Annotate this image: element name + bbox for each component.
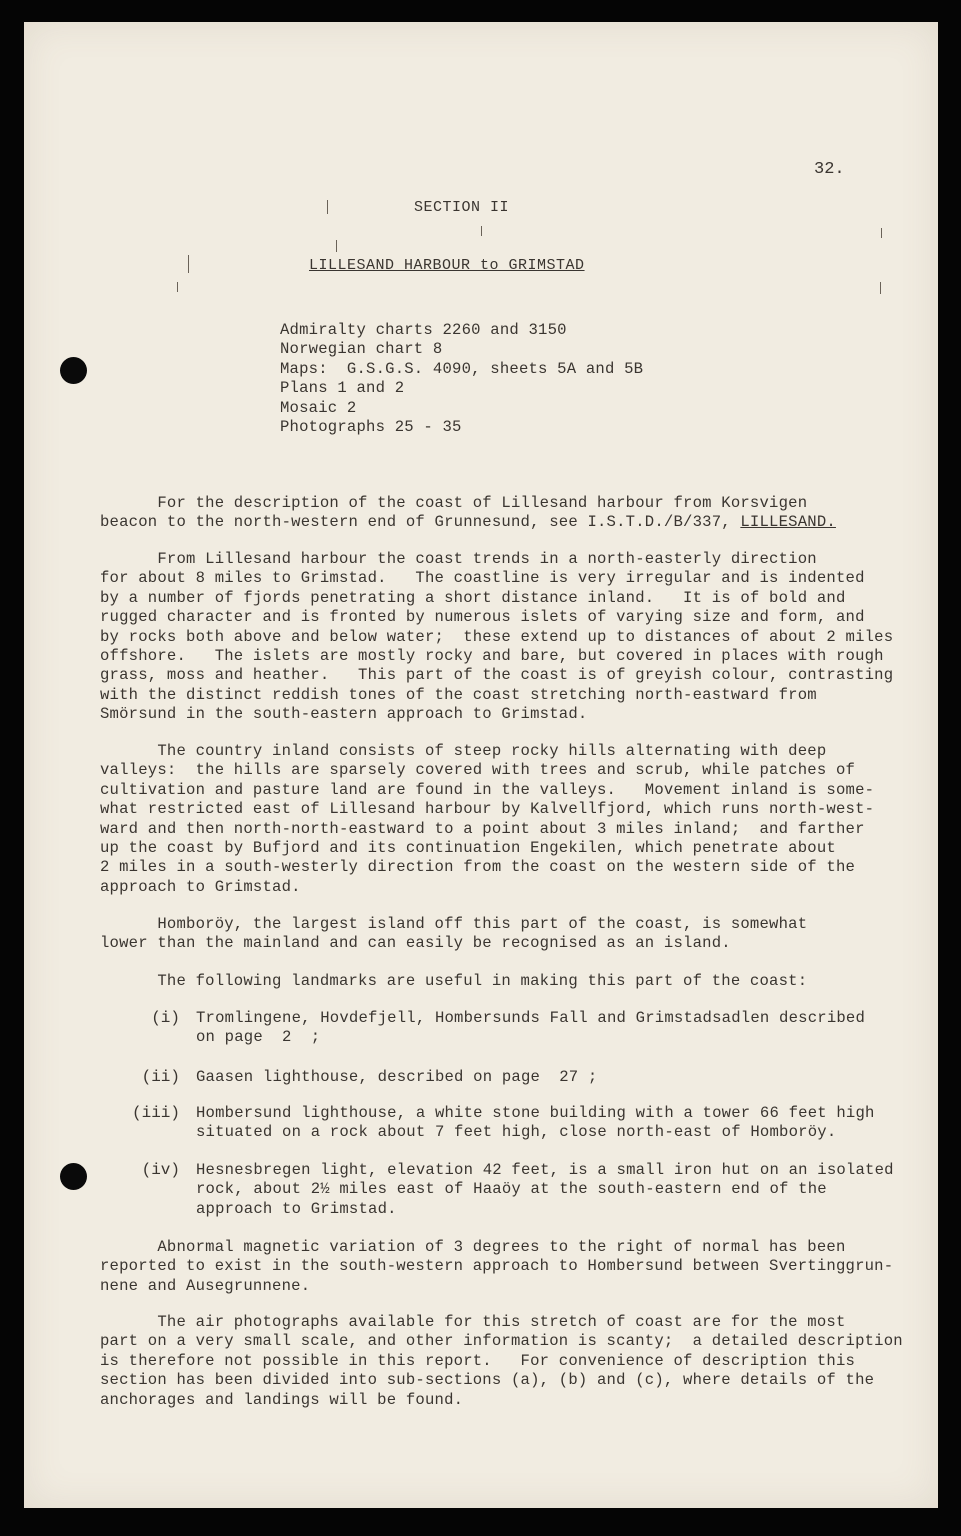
text-line: rock, about 2½ miles east of Haaöy at the south-eastern end of the xyxy=(196,1180,827,1199)
landmark-number: (iv) xyxy=(141,1161,180,1179)
text-line: Abnormal magnetic variation of 3 degrees to the right of normal has been xyxy=(100,1238,846,1256)
landmark-number: (iii) xyxy=(131,1104,180,1122)
paragraph-6 xyxy=(100,1238,910,1296)
text-line: on page 2 ; xyxy=(196,1028,321,1047)
text-line: lower than the mainland and can easily be recognised as an island. xyxy=(100,934,731,953)
section-heading: SECTION II xyxy=(414,199,510,216)
text-line: Hombersund lighthouse, a white stone building with a tower 66 feet high xyxy=(196,1104,875,1122)
text-line: anchorages and landings will be found. xyxy=(100,1390,464,1409)
text-line: From Lillesand harbour the coast trends in a north-easterly direction xyxy=(100,550,817,568)
text-line: what restricted east of Lillesand harbour by Kalvellfjord, which runs north-west- xyxy=(100,800,875,819)
text-line xyxy=(100,513,910,532)
paragraph-4 xyxy=(100,915,910,954)
text-line: The country inland consists of steep rocky hills alternating with deep xyxy=(100,742,827,760)
text-line: 2 miles in a south-westerly direction from the coast on the western side of the xyxy=(100,858,856,877)
text-line: rugged character and is fronted by numerous islets of varying size and form, and xyxy=(100,608,865,627)
text-line: reported to exist in the south-western approach to Hombersund between Svertinggrun- xyxy=(100,1257,894,1276)
text-line: by rocks both above and below water; these extend up to distances of about 2 miles xyxy=(100,627,894,646)
chart-references xyxy=(280,321,643,437)
reference-line: Plans 1 and 2 xyxy=(280,379,405,398)
text-line: up the coast by Bufjord and its continuation Engekilen, which penetrate about xyxy=(100,839,836,858)
stray-mark xyxy=(481,226,482,236)
reference-line: Photographs 25 - 35 xyxy=(280,418,462,437)
stray-mark xyxy=(881,228,882,238)
paragraph-1 xyxy=(100,494,910,533)
punch-hole-top xyxy=(60,357,87,384)
text-line: Hesnesbregen light, elevation 42 feet, is a small iron hut on an isolated xyxy=(196,1161,894,1179)
text-line: approach to Grimstad. xyxy=(196,1199,397,1218)
reference-line: Norwegian chart 8 xyxy=(280,340,443,359)
text-line: situated on a rock about 7 feet high, close north-east of Homboröy. xyxy=(196,1123,837,1142)
landmark-number: (i) xyxy=(151,1009,180,1027)
text-line: part on a very small scale, and other information is scanty; a detailed description xyxy=(100,1332,903,1351)
paragraph-7 xyxy=(100,1313,910,1410)
section-subtitle: LILLESAND HARBOUR to GRIMSTAD xyxy=(309,257,585,274)
stray-mark xyxy=(880,282,881,294)
text-line: with the distinct reddish tones of the coast stretching north-eastward from xyxy=(100,685,817,704)
reference-line: Mosaic 2 xyxy=(280,398,357,417)
text-line-body: beacon to the north-western end of Grunnesund, see I.S.T.D./B/337, xyxy=(100,513,741,532)
page-number: 32. xyxy=(814,160,845,179)
stray-mark xyxy=(327,200,328,214)
paragraph-2 xyxy=(100,550,910,725)
reference-line: Maps: G.S.G.S. 4090, sheets 5A and 5B xyxy=(280,359,644,378)
text-line: valleys: the hills are sparsely covered with trees and scrub, while patches of xyxy=(100,761,856,780)
text-line: ward and then north-north-eastward to a point about 3 miles inland; and farther xyxy=(100,819,865,838)
text-line: is therefore not possible in this report. For convenience of description this xyxy=(100,1351,856,1370)
punch-hole-bottom xyxy=(60,1163,87,1190)
paragraph-5 xyxy=(100,972,910,991)
text-line: cultivation and pasture land are found in the valleys. Movement inland is some- xyxy=(100,780,875,799)
paragraph-3 xyxy=(100,742,910,897)
landmark-number: (ii) xyxy=(141,1068,180,1086)
text-line: Tromlingene, Hovdefjell, Hombersunds Fall and Grimstadsadlen described xyxy=(196,1009,866,1027)
text-line: The following landmarks are useful in making this part of the coast: xyxy=(100,972,808,990)
text-line: offshore. The islets are mostly rocky and bare, but covered in places with rough xyxy=(100,647,884,666)
text-line: nene and Ausegrunnene. xyxy=(100,1276,311,1295)
reference-link: LILLESAND. xyxy=(740,513,836,532)
stray-mark xyxy=(336,240,337,252)
stray-mark xyxy=(177,282,178,292)
text-line: grass, moss and heather. This part of the coast is of greyish colour, contrasting xyxy=(100,666,894,685)
text-line: by a number of fjords penetrating a short distance inland. It is of bold and xyxy=(100,588,846,607)
text-line: Smörsund in the south-eastern approach to Grimstad. xyxy=(100,705,588,724)
reference-line: Admiralty charts 2260 and 3150 xyxy=(280,321,567,339)
text-line: approach to Grimstad. xyxy=(100,877,301,896)
text-line: Gaasen lighthouse, described on page 27 ; xyxy=(196,1068,598,1086)
text-line: For the description of the coast of Lillesand harbour from Korsvigen xyxy=(100,494,808,512)
text-line: The air photographs available for this stretch of coast are for the most xyxy=(100,1313,846,1331)
text-line: section has been divided into sub-sections (a), (b) and (c), where details of the xyxy=(100,1371,875,1390)
stray-mark xyxy=(188,255,189,273)
text-line: Homboröy, the largest island off this part of the coast, is somewhat xyxy=(100,915,808,933)
text-line: for about 8 miles to Grimstad. The coastline is very irregular and is indented xyxy=(100,569,865,588)
